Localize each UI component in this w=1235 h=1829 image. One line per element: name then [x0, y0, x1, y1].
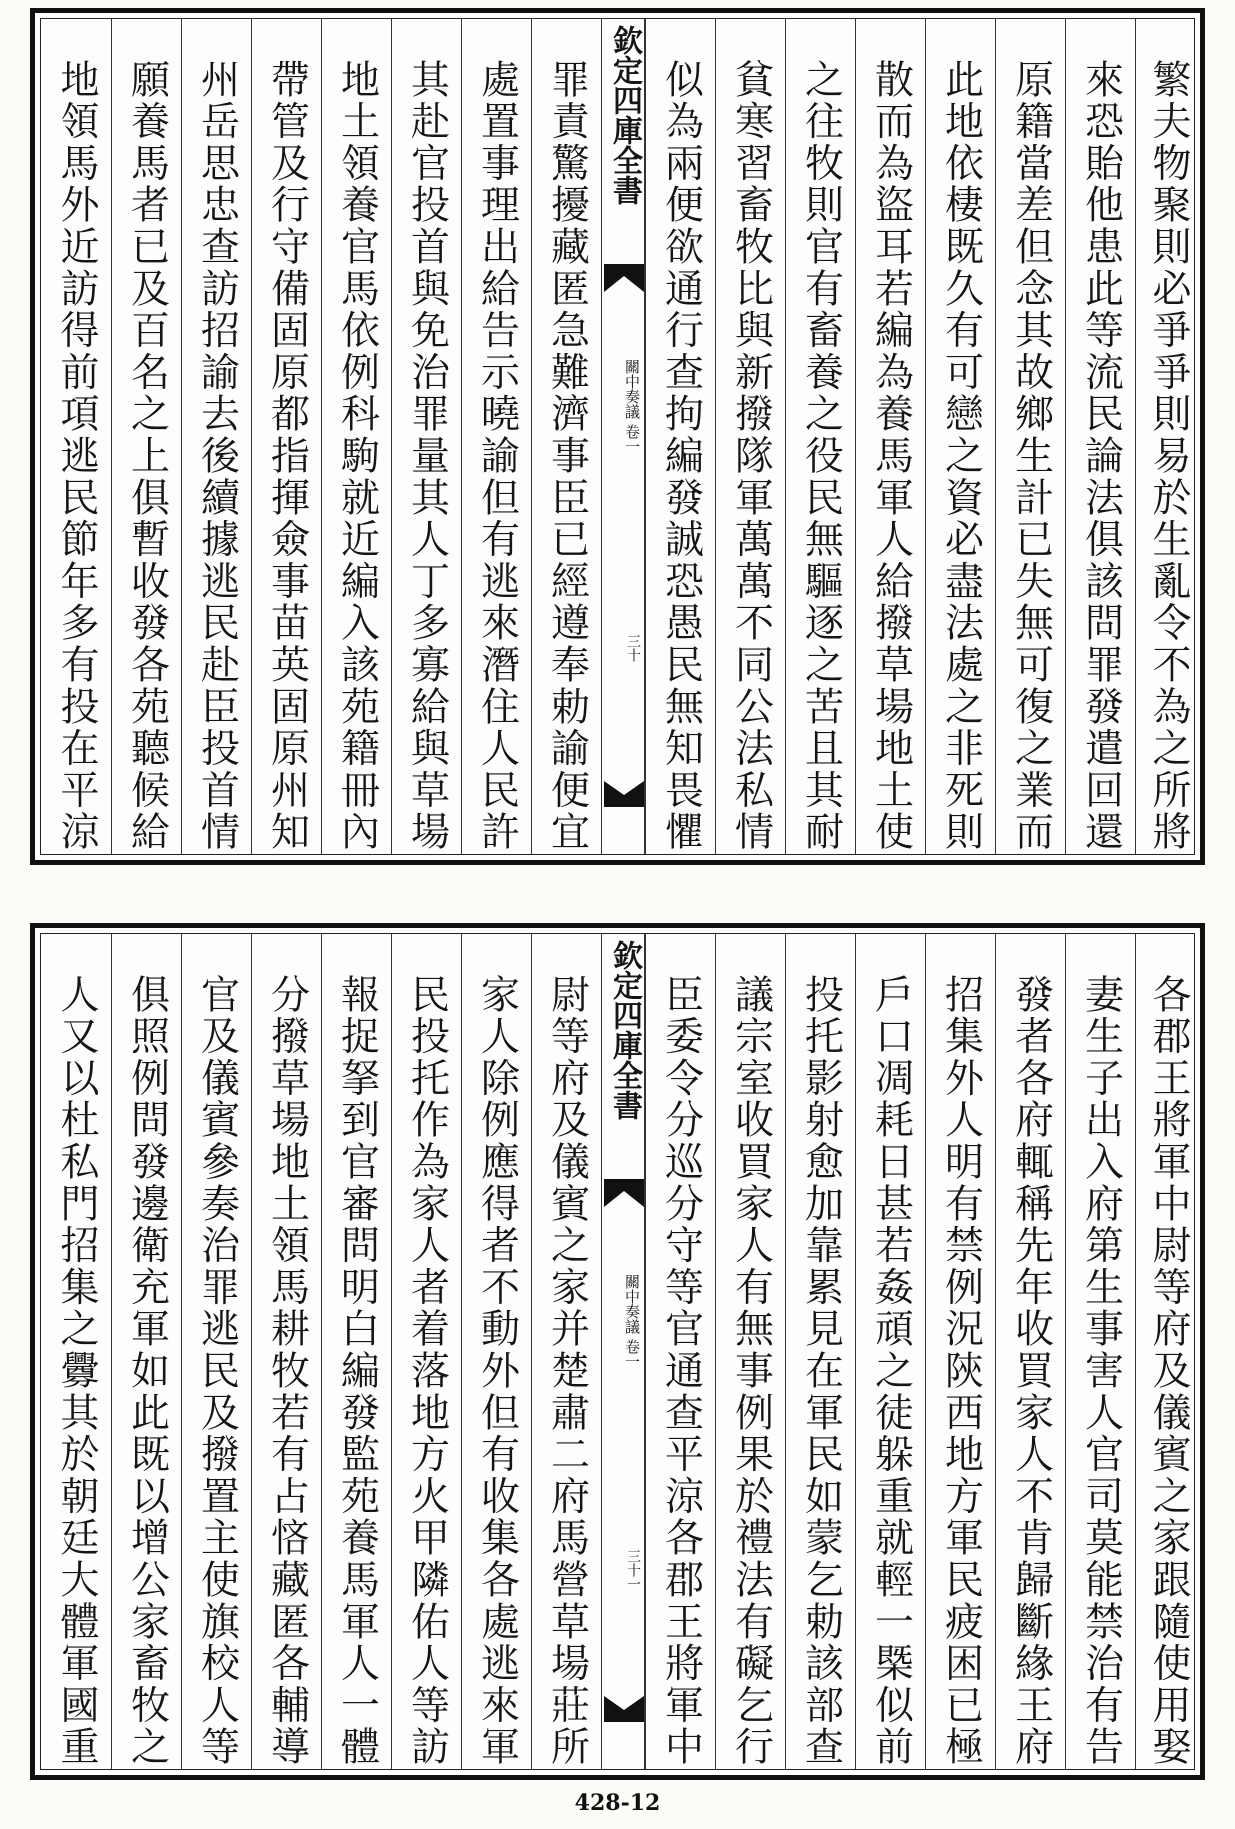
text-column: [321, 934, 391, 1769]
leaf-number: 三十一: [625, 1549, 641, 1591]
book-title: 欽定四庫全書: [607, 940, 642, 1120]
text-column: [855, 19, 925, 854]
text-column: [251, 934, 321, 1769]
text-column: [715, 19, 785, 854]
column-text: 人又以杜私門招集之釁其於朝廷大體軍國重: [54, 974, 99, 1769]
column-text: 尉等府及儀賓之家并楚肅二府馬營草場莊所: [544, 974, 590, 1769]
text-column: [251, 19, 321, 854]
text-column: [181, 19, 251, 854]
column-text: 帶管及行守備固原都指揮僉事苗英固原州知: [264, 59, 310, 854]
volume-subtitle: 關中奏議 卷一: [623, 1274, 641, 1369]
text-column: [995, 934, 1065, 1769]
text-column: [995, 19, 1065, 854]
column-text: 來恐貽他患此等流民論法俱該問罪發遣回還: [1078, 59, 1124, 854]
text-column: [855, 934, 925, 1769]
column-text: 州岳思忠查訪招諭去後續據逃民赴臣投首情: [194, 59, 240, 854]
text-column: [785, 19, 855, 854]
text-column: [531, 934, 601, 1769]
text-column: [925, 934, 995, 1769]
column-text: 家人除例應得者不動外但有收集各處逃來軍: [474, 974, 520, 1769]
column-text: 議宗室收買家人有無事例果於禮法有礙乞行: [728, 974, 774, 1769]
column-text: 戶口凋耗日甚若姦頑之徒躲重就輕一槩似前: [868, 974, 914, 1769]
text-column: [41, 934, 111, 1769]
folio-page-lower: [30, 923, 1205, 1780]
text-column: [645, 934, 715, 1769]
column-text: 妻生子出入府第生事害人官司莫能禁治有告: [1078, 974, 1124, 1769]
text-column: [111, 934, 181, 1769]
text-column: [645, 19, 715, 854]
column-text: 繁夫物聚則必爭爭則易於生亂令不為之所將: [1146, 59, 1191, 854]
center-fold: [601, 19, 645, 854]
column-text: 原籍當差但念其故鄉生計已失無可復之業而: [1008, 59, 1054, 854]
page-footer-number: 428-12: [574, 1790, 661, 1816]
fishtail-mark-icon: [604, 1179, 644, 1209]
column-text: 願養馬者已及百名之上俱暫收發各苑聽候給: [124, 59, 170, 854]
text-column: [461, 19, 531, 854]
text-column: [1135, 934, 1200, 1769]
column-text: 臣委令分巡分守等官通查平涼各郡王將軍中: [658, 974, 704, 1769]
text-column: [391, 19, 461, 854]
column-text: 民投托作為家人者着落地方火甲隣佑人等訪: [404, 974, 450, 1769]
column-text: 之往牧則官有畜養之役民無驅逐之苦且其耐: [798, 59, 844, 854]
column-text: 官及儀賓參奏治罪逃民及撥置主使旗校人等: [194, 974, 240, 1769]
center-fold: [601, 934, 645, 1769]
folio-page-upper: [30, 8, 1205, 865]
volume-subtitle: 關中奏議 卷一: [623, 359, 641, 454]
column-text: 其赴官投首與免治罪量其人丁多寡給與草場: [404, 59, 450, 854]
book-title: 欽定四庫全書: [607, 25, 642, 205]
text-column: [785, 934, 855, 1769]
fishtail-mark-icon: [604, 264, 644, 294]
column-text: 似為兩便欲通行查拘編發誠恐愚民無知畏懼: [658, 59, 704, 854]
column-text: 處置事理出給告示曉諭但有逃來潛住人民許: [474, 59, 520, 854]
text-column: [181, 934, 251, 1769]
column-text: 罪責驚擾藏匿急難濟事臣已經遵奉勅諭便宜: [544, 59, 590, 854]
text-column: [715, 934, 785, 1769]
text-column: [321, 19, 391, 854]
column-text: 各郡王將軍中尉等府及儀賓之家跟隨使用娶: [1146, 974, 1191, 1769]
column-text: 報捉拏到官審問明白編發監苑養馬軍人一體: [334, 974, 380, 1769]
page-frame: [40, 933, 1195, 1770]
column-text: 俱照例問發邊衛充軍如此既以增公家畜牧之: [124, 974, 170, 1769]
text-column: [1065, 934, 1135, 1769]
page-frame: [40, 18, 1195, 855]
text-column: [461, 934, 531, 1769]
column-text: 地領馬外近訪得前項逃民節年多有投在平涼: [54, 59, 99, 854]
fishtail-mark-icon: [604, 1694, 644, 1724]
text-column: [391, 934, 461, 1769]
leaf-number: 三十: [625, 634, 641, 662]
text-column: [1135, 19, 1200, 854]
fishtail-mark-icon: [604, 779, 644, 809]
column-text: 此地依棲既久有可戀之資必盡法處之非死則: [938, 59, 984, 854]
text-column: [41, 19, 111, 854]
column-text: 貧寒習畜牧比與新撥隊軍萬萬不同公法私情: [728, 59, 774, 854]
text-column: [1065, 19, 1135, 854]
text-column: [925, 19, 995, 854]
column-text: 發者各府輒稱先年收買家人不肯歸斷緣王府: [1008, 974, 1054, 1769]
text-column: [531, 19, 601, 854]
column-text: 投托影射愈加靠累見在軍民如蒙乞勅該部查: [798, 974, 844, 1769]
column-text: 招集外人明有禁例況陝西地方軍民疲困已極: [938, 974, 984, 1769]
column-text: 分撥草場地土領馬耕牧若有占悋藏匿各輔導: [264, 974, 310, 1769]
column-text: 散而為盜耳若編為養馬軍人給撥草場地土使: [868, 59, 914, 854]
column-text: 地土領養官馬依例科駒就近編入該苑籍冊內: [334, 59, 380, 854]
text-column: [111, 19, 181, 854]
